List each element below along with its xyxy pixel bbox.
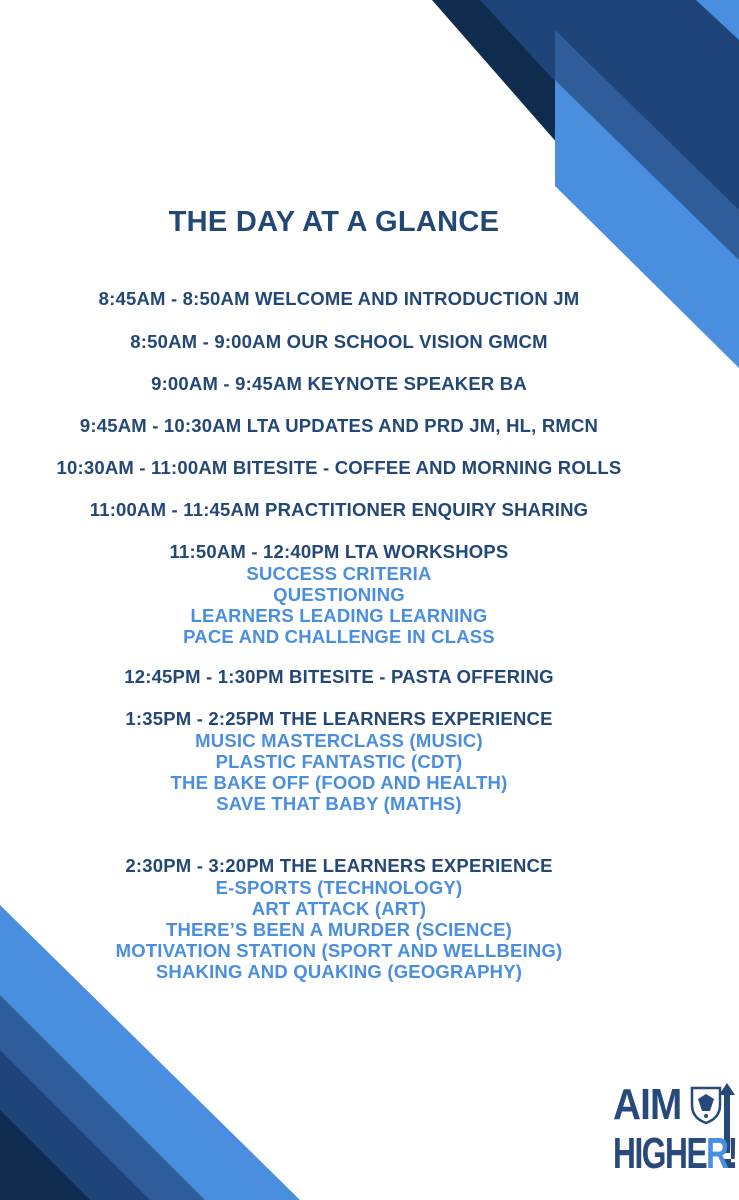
session2-item: THERE’S BEEN A MURDER (SCIENCE) bbox=[165, 919, 513, 940]
schedule-item-welcome: 8:45AM - 8:50AM WELCOME AND INTRODUCTION JM bbox=[98, 288, 580, 309]
schedule-item-vision: 8:50AM - 9:00AM OUR SCHOOL VISION GMCM bbox=[130, 331, 548, 352]
logo-aim-text: AIM bbox=[613, 1080, 682, 1129]
workshop-item: LEARNERS LEADING LEARNING bbox=[190, 605, 488, 626]
session2-item: SHAKING AND QUAKING (GEOGRAPHY) bbox=[155, 961, 523, 982]
logo-higher-base bbox=[613, 1129, 728, 1178]
aim-higher-logo bbox=[611, 1080, 737, 1181]
logo-higher-highlight: R bbox=[706, 1129, 728, 1178]
session2-heading: 2:30PM - 3:20PM THE LEARNERS EXPERIENCE bbox=[125, 855, 553, 876]
school-crest-icon bbox=[690, 1085, 722, 1125]
workshops-block bbox=[0, 541, 678, 647]
workshop-item: QUESTIONING bbox=[273, 584, 405, 605]
session2-item: E-SPORTS (TECHNOLOGY) bbox=[215, 877, 463, 898]
workshops-heading: 11:50AM - 12:40PM LTA WORKSHOPS bbox=[169, 541, 509, 562]
logo-higher-text bbox=[613, 1131, 737, 1177]
session2-item: MOTIVATION STATION (SPORT AND WELLBEING) bbox=[115, 940, 563, 961]
session1-item: MUSIC MASTERCLASS (MUSIC) bbox=[195, 730, 483, 751]
session2-item: ART ATTACK (ART) bbox=[251, 898, 427, 919]
schedule-item-enquiry: 11:00AM - 11:45AM PRACTITIONER ENQUIRY SHARING bbox=[89, 499, 589, 520]
logo-exclamation: ! bbox=[727, 1129, 737, 1178]
session2-block bbox=[0, 855, 678, 982]
schedule-item-bitesite-coffee: 10:30AM - 11:00AM BITESITE - COFFEE AND MORNING ROLLS bbox=[56, 457, 622, 478]
session1-block bbox=[0, 708, 678, 814]
workshop-item: SUCCESS CRITERIA bbox=[246, 563, 432, 584]
session1-heading: 1:35PM - 2:25PM THE LEARNERS EXPERIENCE bbox=[125, 708, 553, 729]
schedule-item-lunch: 12:45PM - 1:30PM BITESITE - PASTA OFFERING bbox=[124, 666, 554, 687]
session1-item: SAVE THAT BABY (MATHS) bbox=[216, 793, 462, 814]
schedule-item-lta-updates: 9:45AM - 10:30AM LTA UPDATES AND PRD JM, HL, RMCN bbox=[79, 415, 599, 436]
logo-higher-start: HIGHE bbox=[613, 1129, 707, 1178]
workshop-item: PACE AND CHALLENGE IN CLASS bbox=[183, 626, 495, 647]
session1-item: PLASTIC FANTASTIC (CDT) bbox=[215, 751, 463, 772]
session1-item: THE BAKE OFF (FOOD AND HEALTH) bbox=[170, 772, 508, 793]
schedule-item-keynote: 9:00AM - 9:45AM KEYNOTE SPEAKER BA bbox=[151, 373, 527, 394]
page-title: THE DAY AT A GLANCE bbox=[168, 206, 500, 238]
